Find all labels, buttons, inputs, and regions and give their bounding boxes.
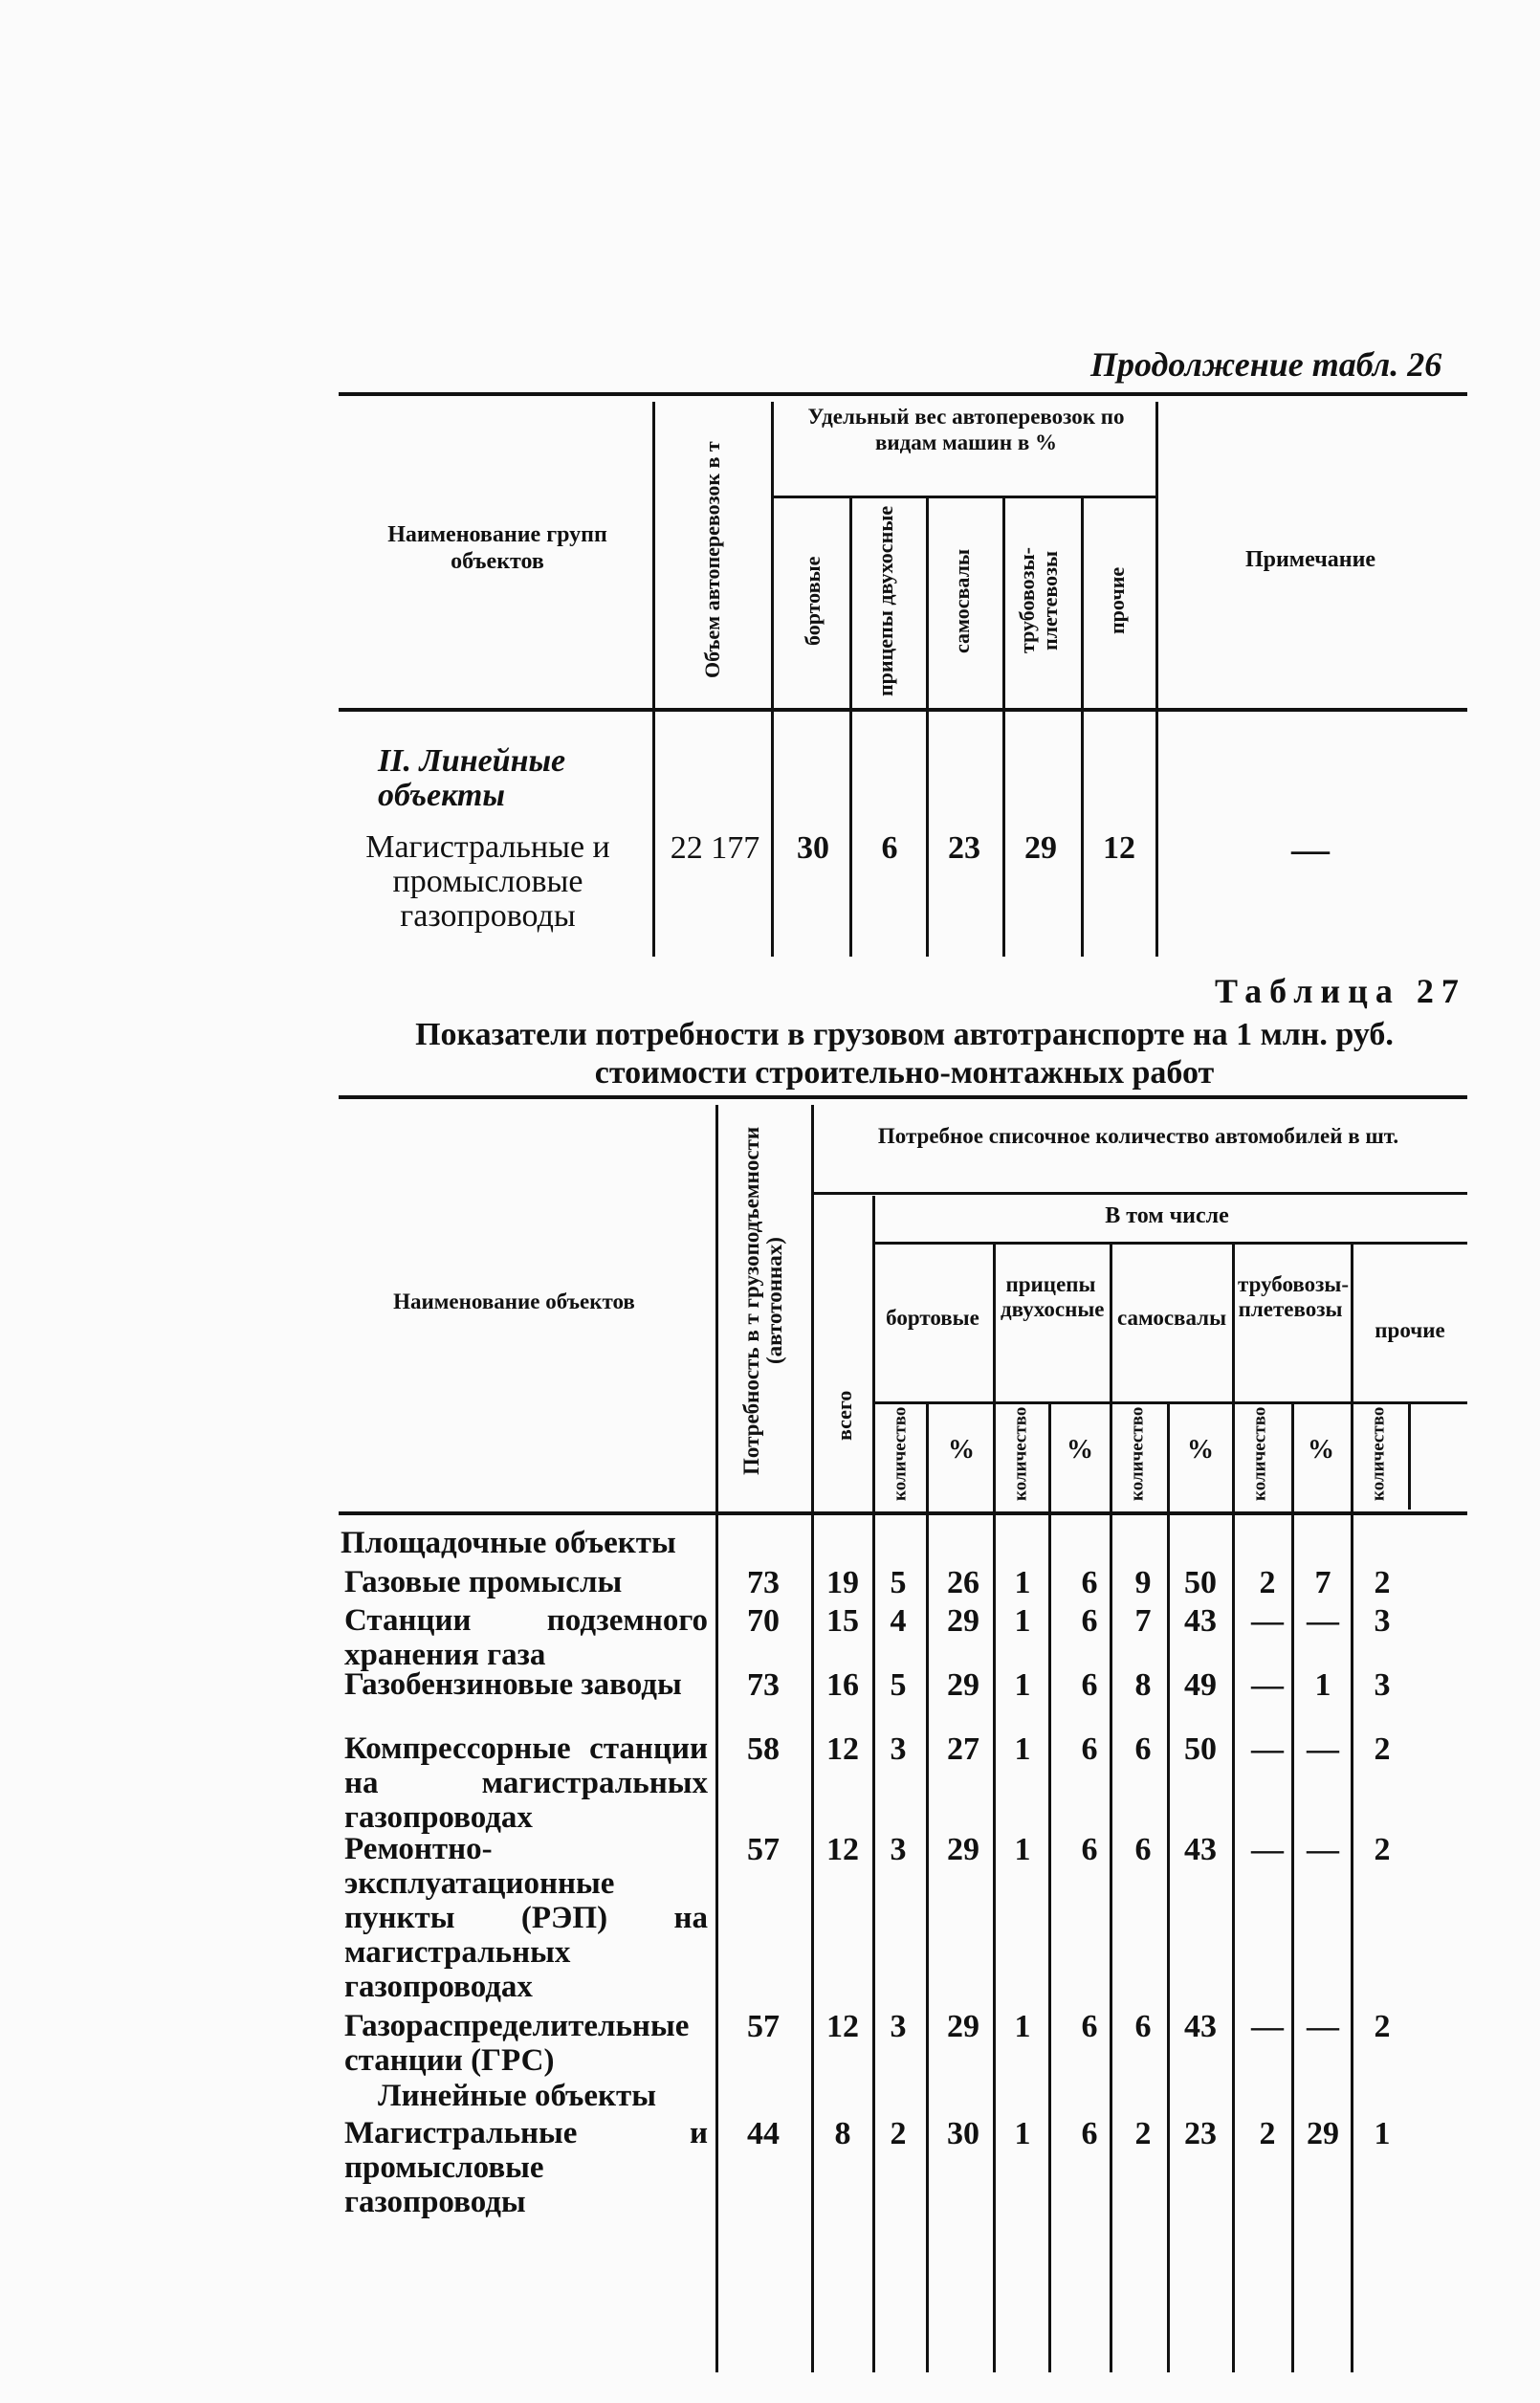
table-row-name: Магистральные и промысловые газопроводы — [344, 2116, 708, 2219]
table-cell: 5 — [890, 1565, 907, 1600]
t26-col-pric: прицепы двухосные — [873, 505, 897, 696]
table-cell: 2 — [1374, 1832, 1391, 1867]
t26-col-proch: прочие — [1105, 566, 1129, 635]
t26-header-rule — [339, 708, 1467, 712]
t26-val-samo: 23 — [948, 830, 980, 866]
table-cell: 6 — [1081, 1603, 1098, 1639]
table-cell: 4 — [890, 1603, 907, 1639]
t27-group-samo: самосвалы — [1117, 1306, 1227, 1330]
table-cell: 2 — [1259, 1565, 1276, 1600]
t27-section-2: Линейные объекты — [378, 2079, 657, 2113]
table-cell: 6 — [1134, 1731, 1152, 1767]
table-cell: 16 — [826, 1667, 859, 1703]
t27-vline — [993, 1244, 996, 2372]
t26-vline — [1155, 402, 1158, 957]
t26-vline — [926, 497, 929, 957]
table-cell: 12 — [826, 1832, 859, 1867]
table-cell: 12 — [826, 1731, 859, 1767]
t27-vline — [1048, 1404, 1051, 2372]
table-row-name: Станции подземного хранения газа — [344, 1603, 708, 1672]
t27-header-incl: В том числе — [1105, 1203, 1229, 1228]
table-cell: 1 — [1014, 1731, 1031, 1767]
table-cell: 29 — [947, 1832, 979, 1867]
table-cell: 6 — [1134, 2009, 1152, 2044]
table-cell: 2 — [1374, 2009, 1391, 2044]
table-cell: 3 — [890, 1731, 907, 1767]
t27-pct-bort: % — [948, 1435, 975, 1465]
table-cell: 1 — [1014, 1603, 1031, 1639]
t27-pct-samo: % — [1187, 1435, 1214, 1465]
t27-vline — [811, 1105, 814, 2372]
table-cell: 2 — [1259, 2116, 1276, 2151]
table-cell: 1 — [1014, 2116, 1031, 2151]
t26-row-name: Магистральные и промысловые газопроводы — [365, 829, 610, 934]
t27-header-count: Потребное списочное количество автомобилей в шт. — [877, 1124, 1399, 1148]
table-cell: — — [1307, 1832, 1339, 1867]
t27-header-rule — [339, 1511, 1467, 1515]
t27-vline — [1351, 1244, 1353, 2372]
table-cell: 6 — [1081, 2009, 1098, 2044]
table-cell: 1 — [1014, 1667, 1031, 1703]
table-cell: 57 — [747, 1832, 780, 1867]
t27-rule-incl — [874, 1242, 1467, 1245]
t26-val-bort: 30 — [797, 830, 829, 866]
t26-header-share: Удельный вес автоперевозок по видам машин в % — [807, 405, 1125, 454]
table-cell: 6 — [1081, 1731, 1098, 1767]
t27-rule-count — [813, 1192, 1467, 1195]
t27-header-total: всего — [832, 1390, 856, 1442]
t27-vline — [1232, 1244, 1235, 2372]
t26-top-rule — [339, 392, 1467, 396]
table-cell: — — [1307, 2009, 1339, 2044]
table-row-name: Компрессорные станции на магистральных газопроводах — [344, 1731, 708, 1835]
table-cell: 1 — [1014, 1565, 1031, 1600]
table-cell: 2 — [1374, 1565, 1391, 1600]
table-cell: 57 — [747, 2009, 780, 2044]
table-cell: 50 — [1184, 1731, 1217, 1767]
table-cell: 50 — [1184, 1565, 1217, 1600]
table-cell: 2 — [1374, 1731, 1391, 1767]
t27-qty-samo: количество — [1127, 1406, 1148, 1502]
table-cell: 70 — [747, 1603, 780, 1639]
table-cell: 29 — [947, 2009, 979, 2044]
t26-section: II. Линейные объекты — [378, 743, 566, 813]
t26-val-proch: 12 — [1103, 830, 1135, 866]
t27-top-rule — [339, 1095, 1467, 1099]
table-cell: 43 — [1184, 1603, 1217, 1639]
table-cell: — — [1307, 1731, 1339, 1767]
table-cell: 15 — [826, 1603, 859, 1639]
t27-group-bort: бортовые — [886, 1306, 979, 1330]
table-cell: 29 — [947, 1603, 979, 1639]
table-cell: 2 — [890, 2116, 907, 2151]
table-cell: 29 — [947, 1667, 979, 1703]
t27-vline — [715, 1105, 718, 2372]
continuation-label: Продолжение табл. 26 — [1090, 345, 1442, 384]
t26-val-pric: 6 — [881, 830, 898, 866]
table-cell: 44 — [747, 2116, 780, 2151]
t27-vline — [926, 1404, 929, 2372]
table-row-name: Ремонтно-эксплуатационные пункты (РЭП) на магистральных газопроводах — [344, 1832, 708, 2004]
table-cell: — — [1251, 1603, 1284, 1639]
table-cell: 2 — [1134, 2116, 1152, 2151]
table-cell: 6 — [1081, 2116, 1098, 2151]
table-cell: — — [1307, 1603, 1339, 1639]
t27-header-name: Наименование объектов — [393, 1290, 635, 1313]
table-cell: 12 — [826, 2009, 859, 2044]
t26-sub-rule — [773, 496, 1155, 498]
table-cell: 3 — [890, 1832, 907, 1867]
table-cell: 19 — [826, 1565, 859, 1600]
table-cell: 3 — [890, 2009, 907, 2044]
t27-pct-pric: % — [1067, 1435, 1093, 1465]
table-cell: 30 — [947, 2116, 979, 2151]
t27-pct-trub: % — [1308, 1435, 1334, 1465]
t27-label: Таблица 27 — [1215, 972, 1466, 1010]
t27-qty-bort: количество — [890, 1406, 911, 1502]
t27-rule-groups — [874, 1401, 1467, 1404]
table-cell: 1 — [1314, 1667, 1331, 1703]
table-cell: — — [1251, 1667, 1284, 1703]
table-cell: — — [1251, 1832, 1284, 1867]
t27-vline — [1291, 1404, 1294, 2372]
table-cell: 1 — [1374, 2116, 1391, 2151]
t27-qty-pric: количество — [1010, 1406, 1031, 1502]
t26-header-volume: Объем автоперевозок в т — [700, 441, 724, 678]
table-cell: 27 — [947, 1731, 979, 1767]
table-cell: 29 — [1307, 2116, 1339, 2151]
t26-vline — [849, 497, 852, 957]
table-cell: 43 — [1184, 2009, 1217, 2044]
t27-vline — [1167, 1404, 1170, 2372]
t26-header-note: Примечание — [1244, 547, 1376, 572]
t27-section-1: Площадочные объекты — [341, 1526, 676, 1560]
t27-header-need: Потребность в т грузоподъемности (автотоннах) — [739, 1126, 786, 1476]
table-cell: 43 — [1184, 1832, 1217, 1867]
table-cell: 5 — [890, 1667, 907, 1703]
t27-group-trub: трубовозы-плетевозы — [1238, 1272, 1350, 1321]
t27-vline — [872, 1196, 875, 2372]
t27-vline — [1408, 1404, 1411, 1510]
t27-vline — [1110, 1244, 1112, 2372]
t27-group-pric: прицепы двухосные — [1001, 1272, 1105, 1321]
table-cell: 3 — [1374, 1667, 1391, 1703]
t26-val-note: — — [1291, 827, 1330, 871]
table-row-name: Газораспределительные станции (ГРС) — [344, 2009, 690, 2078]
t26-val-trub: 29 — [1024, 830, 1057, 866]
t26-col-trub: трубовозы-плетевозы — [1015, 547, 1062, 654]
t26-row-volume: 22 177 — [670, 830, 760, 866]
table-cell: 6 — [1134, 1832, 1152, 1867]
t26-vline — [1002, 497, 1005, 957]
t26-header-name: Наименование групп объектов — [387, 522, 607, 574]
table-cell: 3 — [1374, 1603, 1391, 1639]
table-cell: 58 — [747, 1731, 780, 1767]
table-cell: 73 — [747, 1565, 780, 1600]
table-cell: 7 — [1134, 1603, 1152, 1639]
table-cell: 6 — [1081, 1565, 1098, 1600]
table-cell: — — [1251, 1731, 1284, 1767]
table-cell: 8 — [834, 2116, 851, 2151]
t26-col-bort: бортовые — [801, 556, 825, 646]
t27-group-proch: прочие — [1375, 1318, 1445, 1342]
t26-vline — [652, 402, 655, 957]
table-cell: 26 — [947, 1565, 979, 1600]
t26-vline — [1081, 497, 1084, 957]
t26-vline — [771, 402, 774, 957]
table-cell: 1 — [1014, 2009, 1031, 2044]
table-cell: 8 — [1134, 1667, 1152, 1703]
table-cell: 1 — [1014, 1832, 1031, 1867]
table-row-name: Газобензиновые заводы — [344, 1667, 682, 1702]
table-row-name: Газовые промыслы — [344, 1565, 623, 1599]
table-cell: 6 — [1081, 1667, 1098, 1703]
t26-col-samo: самосвалы — [950, 548, 974, 653]
t27-title: Показатели потребности в грузовом автотранспорте на 1 млн. руб. стоимости строительно-монтажных работ — [415, 1017, 1394, 1091]
table-cell: 73 — [747, 1667, 780, 1703]
t27-qty-proch: количество — [1368, 1406, 1389, 1502]
table-cell: 23 — [1184, 2116, 1217, 2151]
table-cell: 7 — [1314, 1565, 1331, 1600]
t27-qty-trub: количество — [1249, 1406, 1270, 1502]
table-cell: — — [1251, 2009, 1284, 2044]
table-cell: 9 — [1134, 1565, 1152, 1600]
table-cell: 6 — [1081, 1832, 1098, 1867]
table-cell: 49 — [1184, 1667, 1217, 1703]
